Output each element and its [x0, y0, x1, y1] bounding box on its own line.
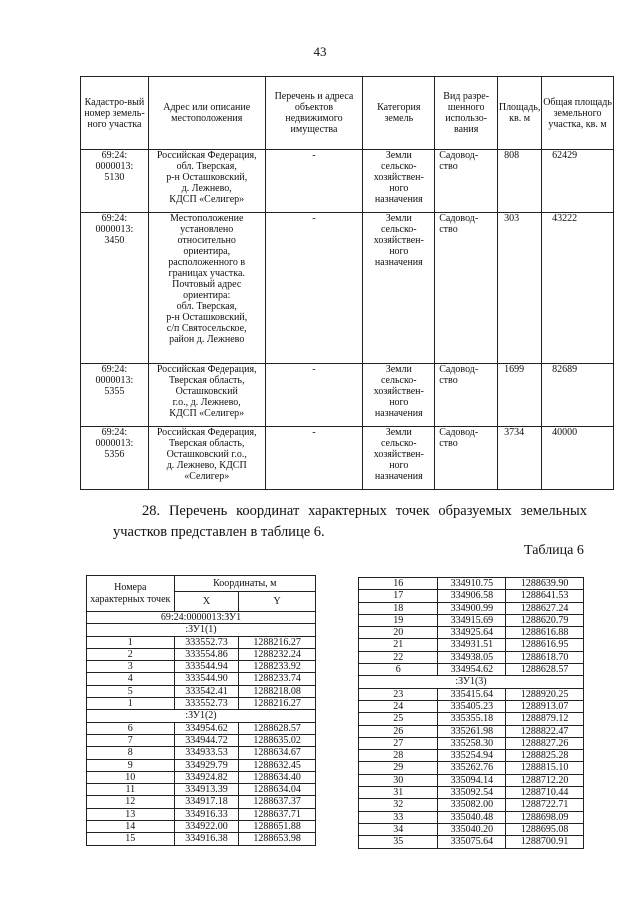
coord-y: 1288637.71 — [239, 808, 316, 820]
table-row — [359, 750, 584, 762]
coord-x: 333544.94 — [174, 661, 239, 673]
paragraph-28 — [113, 501, 587, 543]
objects: - — [265, 213, 363, 364]
header-category: Категория земель — [363, 77, 435, 150]
point-number: 2 — [87, 648, 175, 660]
coord-y: 1288620.79 — [506, 614, 584, 626]
coord-y: 1288632.45 — [239, 759, 316, 771]
coord-x: 334900.99 — [438, 602, 506, 614]
coord-x: 333552.73 — [174, 698, 239, 710]
point-number: 11 — [87, 784, 175, 796]
header-objects: Перечень и адреса объектов недвижимого имущества — [265, 77, 363, 150]
header-use: Вид разре-шенного использо-вания — [435, 77, 498, 150]
coord-y: 1288233.92 — [239, 661, 316, 673]
coord-x: 334917.18 — [174, 796, 239, 808]
point-number: 33 — [359, 811, 438, 823]
point-number: 25 — [359, 713, 438, 725]
point-number: 23 — [359, 688, 438, 700]
coord-y: 1288634.04 — [239, 784, 316, 796]
table-row — [81, 364, 614, 427]
point-number: 6 — [87, 722, 175, 734]
permitted-use: Садовод- ство — [435, 213, 498, 364]
coord-y: 1288698.09 — [506, 811, 584, 823]
area: 808 — [498, 150, 542, 213]
table-row — [359, 700, 584, 712]
point-number: 31 — [359, 787, 438, 799]
coord-y: 1288695.08 — [506, 823, 584, 835]
header-address: Адрес или описание местоположения — [148, 77, 265, 150]
address: Российская Федерация, Тверская область, Осташковский г.о., д. Лежнево, КДСП «Селигер» — [148, 427, 265, 490]
point-number: 26 — [359, 725, 438, 737]
coord-x: 335262.76 — [438, 762, 506, 774]
point-number: 14 — [87, 821, 175, 833]
point-number: 35 — [359, 836, 438, 848]
point-number: 30 — [359, 774, 438, 786]
cadastral-number: 69:24: 0000013: 5130 — [81, 150, 149, 213]
coord-x: 334910.75 — [438, 578, 506, 590]
table-row — [87, 661, 316, 673]
table-row — [87, 796, 316, 808]
point-number: 3 — [87, 661, 175, 673]
coord-x: 335040.48 — [438, 811, 506, 823]
table-row — [87, 821, 316, 833]
page-number: 43 — [313, 44, 327, 59]
section-label: :ЗУ1(2) — [87, 710, 316, 722]
table-row — [87, 722, 316, 734]
coord-x: 334915.69 — [438, 614, 506, 626]
coord-y: 1288651.88 — [239, 821, 316, 833]
permitted-use: Садовод- ство — [435, 427, 498, 490]
paragraph-line-2: участков представлен в таблице 6. — [113, 524, 325, 540]
table-row — [359, 664, 584, 676]
point-number: 5 — [87, 685, 175, 697]
header-total-area: Общая площадь земельного участка, кв. м — [542, 77, 614, 150]
coord-x: 335254.94 — [438, 750, 506, 762]
permitted-use: Садовод- ство — [435, 150, 498, 213]
permitted-use: Садовод- ство — [435, 364, 498, 427]
table-row — [81, 150, 614, 213]
coord-y: 1288710.44 — [506, 787, 584, 799]
coord-y: 1288722.71 — [506, 799, 584, 811]
coord-y: 1288641.53 — [506, 590, 584, 602]
table-row — [87, 685, 316, 697]
coord-table-right — [358, 577, 584, 849]
table-row — [359, 651, 584, 663]
point-number: 8 — [87, 747, 175, 759]
objects: - — [265, 364, 363, 427]
address: Российская Федерация, Тверская область, Осташковский г.о., д. Лежнево, КДСП «Селигер» — [148, 364, 265, 427]
total-area: 43222 — [542, 213, 614, 364]
point-number: 18 — [359, 602, 438, 614]
table-row — [87, 808, 316, 820]
table-row — [359, 799, 584, 811]
coord-y: 1288634.67 — [239, 747, 316, 759]
point-number: 27 — [359, 737, 438, 749]
table-row — [359, 811, 584, 823]
land-plots-table — [80, 76, 614, 490]
coord-y: 1288815.10 — [506, 762, 584, 774]
table-row — [359, 627, 584, 639]
section-label: 69:24:0000013:ЗУ1 — [87, 612, 316, 624]
table-row — [87, 759, 316, 771]
coord-x: 334906.58 — [438, 590, 506, 602]
objects: - — [265, 150, 363, 213]
total-area: 62429 — [542, 150, 614, 213]
coord-y: 1288233.74 — [239, 673, 316, 685]
table-row — [87, 747, 316, 759]
table-row — [359, 774, 584, 786]
point-number: 7 — [87, 734, 175, 746]
cadastral-number: 69:24: 0000013: 3450 — [81, 213, 149, 364]
point-number: 13 — [87, 808, 175, 820]
table-header-row — [81, 77, 614, 150]
paragraph-line-1: 28. Перечень координат характерных точек образуемых земельных — [142, 503, 587, 519]
coord-x: 335355.18 — [438, 713, 506, 725]
area: 1699 — [498, 364, 542, 427]
coord-y: 1288618.70 — [506, 651, 584, 663]
coord-y: 1288712.20 — [506, 774, 584, 786]
table-row — [81, 427, 614, 490]
coord-x: 335082.00 — [438, 799, 506, 811]
coord-y: 1288216.27 — [239, 698, 316, 710]
coord-table-left — [86, 575, 316, 846]
table-row — [87, 636, 316, 648]
point-number: 9 — [87, 759, 175, 771]
coord-y: 1288216.27 — [239, 636, 316, 648]
coord-x: 335405.23 — [438, 700, 506, 712]
area: 3734 — [498, 427, 542, 490]
coord-x: 335258.30 — [438, 737, 506, 749]
coord-x: 334913.39 — [174, 784, 239, 796]
header-points: Номера характерных точек — [87, 576, 175, 612]
coord-y: 1288627.24 — [506, 602, 584, 614]
coord-x: 335094.14 — [438, 774, 506, 786]
table-row — [87, 784, 316, 796]
cadastral-number: 69:24: 0000013: 5355 — [81, 364, 149, 427]
point-number: 1 — [87, 636, 175, 648]
coord-y: 1288653.98 — [239, 833, 316, 845]
table-row — [359, 725, 584, 737]
header-area: Площадь, кв. м — [498, 77, 542, 150]
table-caption: Таблица 6 — [524, 543, 584, 558]
coord-x: 334954.62 — [438, 664, 506, 676]
point-number: 21 — [359, 639, 438, 651]
coord-y: 1288879.12 — [506, 713, 584, 725]
coord-x: 335415.64 — [438, 688, 506, 700]
table-row — [87, 624, 316, 636]
table-row — [359, 602, 584, 614]
point-number: 20 — [359, 627, 438, 639]
address: Российская Федерация, обл. Тверская, р-н Осташковский, д. Лежнево, КДСП «Селигер» — [148, 150, 265, 213]
header-cadastral: Кадастро-вый номер земель-ного участка — [81, 77, 149, 150]
coord-y: 1288827.26 — [506, 737, 584, 749]
table-row — [359, 590, 584, 602]
table-row — [359, 614, 584, 626]
point-number: 28 — [359, 750, 438, 762]
coord-y: 1288232.24 — [239, 648, 316, 660]
point-number: 19 — [359, 614, 438, 626]
coord-y: 1288616.95 — [506, 639, 584, 651]
coord-x: 334931.51 — [438, 639, 506, 651]
table-row — [359, 823, 584, 835]
address: Местоположение установлено относительно ориентира, расположенного в границах участка. Почтовый адрес ориентира: обл. Тверская, р-н Осташковский, с/п Святосельское, район д. Лежнево — [148, 213, 265, 364]
table-row — [359, 737, 584, 749]
table-row — [359, 762, 584, 774]
coord-x: 334929.79 — [174, 759, 239, 771]
section-label: :ЗУ1(3) — [359, 676, 584, 688]
coord-x: 335040.20 — [438, 823, 506, 835]
header-coordinates: Координаты, м — [174, 576, 315, 592]
coord-x: 334925.64 — [438, 627, 506, 639]
point-number: 22 — [359, 651, 438, 663]
coord-y: 1288637.37 — [239, 796, 316, 808]
table-row — [87, 612, 316, 624]
point-number: 12 — [87, 796, 175, 808]
table-row — [87, 698, 316, 710]
table-row — [359, 713, 584, 725]
area: 303 — [498, 213, 542, 364]
point-number: 34 — [359, 823, 438, 835]
coord-x: 334933.53 — [174, 747, 239, 759]
coord-x: 333544.90 — [174, 673, 239, 685]
total-area: 82689 — [542, 364, 614, 427]
cadastral-number: 69:24: 0000013: 5356 — [81, 427, 149, 490]
coord-y: 1288628.57 — [506, 664, 584, 676]
point-number: 16 — [359, 578, 438, 590]
coord-x: 335261.98 — [438, 725, 506, 737]
coord-y: 1288634.40 — [239, 771, 316, 783]
point-number: 4 — [87, 673, 175, 685]
coord-y: 1288825.28 — [506, 750, 584, 762]
coord-x: 334944.72 — [174, 734, 239, 746]
coord-x: 334922.00 — [174, 821, 239, 833]
coord-y: 1288218.08 — [239, 685, 316, 697]
point-number: 1 — [87, 698, 175, 710]
objects: - — [265, 427, 363, 490]
coord-y: 1288635.02 — [239, 734, 316, 746]
table-row — [359, 676, 584, 688]
coord-x: 335075.64 — [438, 836, 506, 848]
coord-x: 335092.54 — [438, 787, 506, 799]
table-row — [87, 771, 316, 783]
coord-y: 1288616.88 — [506, 627, 584, 639]
coord-y: 1288920.25 — [506, 688, 584, 700]
table-row — [359, 578, 584, 590]
table-row — [87, 648, 316, 660]
table-row — [359, 639, 584, 651]
coord-x: 333542.41 — [174, 685, 239, 697]
coord-y: 1288822.47 — [506, 725, 584, 737]
point-number: 29 — [359, 762, 438, 774]
coord-x: 334924.82 — [174, 771, 239, 783]
point-number: 32 — [359, 799, 438, 811]
coord-x: 334938.05 — [438, 651, 506, 663]
category: Земли сельско- хозяйствен- ного назначения — [363, 213, 435, 364]
point-number: 24 — [359, 700, 438, 712]
table-row — [359, 836, 584, 848]
table-row — [359, 688, 584, 700]
coord-y: 1288639.90 — [506, 578, 584, 590]
table-row — [87, 673, 316, 685]
category: Земли сельско- хозяйствен- ного назначения — [363, 150, 435, 213]
table-row — [81, 213, 614, 364]
coord-y: 1288628.57 — [239, 722, 316, 734]
section-label: :ЗУ1(1) — [87, 624, 316, 636]
header-y: Y — [239, 592, 316, 612]
coord-x: 333554.86 — [174, 648, 239, 660]
coord-y: 1288700.91 — [506, 836, 584, 848]
point-number: 6 — [359, 664, 438, 676]
coord-x: 334916.38 — [174, 833, 239, 845]
table-row — [87, 833, 316, 845]
category: Земли сельско- хозяйствен- ного назначения — [363, 427, 435, 490]
point-number: 17 — [359, 590, 438, 602]
point-number: 10 — [87, 771, 175, 783]
coord-x: 333552.73 — [174, 636, 239, 648]
table-row — [359, 787, 584, 799]
table-row — [87, 734, 316, 746]
total-area: 40000 — [542, 427, 614, 490]
coord-y: 1288913.07 — [506, 700, 584, 712]
category: Земли сельско- хозяйствен- ного назначения — [363, 364, 435, 427]
table-row — [87, 710, 316, 722]
header-x: X — [174, 592, 239, 612]
coord-x: 334916.33 — [174, 808, 239, 820]
coord-x: 334954.62 — [174, 722, 239, 734]
point-number: 15 — [87, 833, 175, 845]
